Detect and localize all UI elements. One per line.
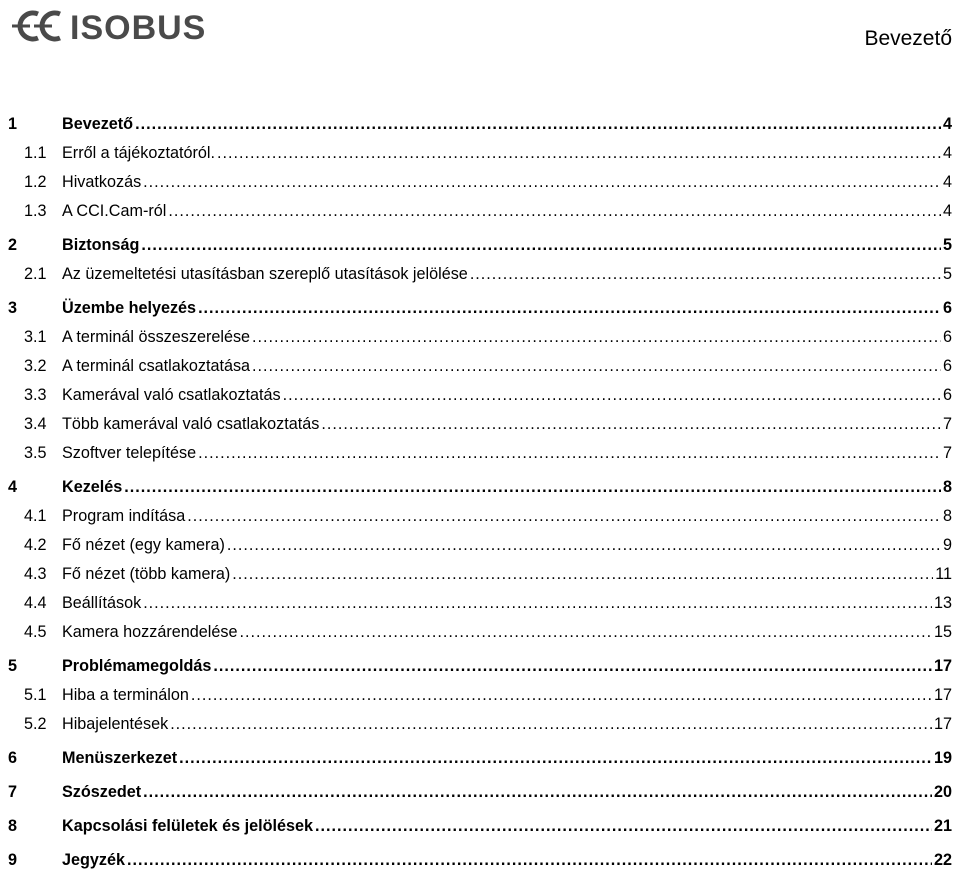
toc-entry-number: 6 bbox=[8, 749, 18, 767]
toc-entry-title: Problémamegoldás bbox=[62, 657, 212, 675]
toc-entry-number: 5.1 bbox=[24, 686, 47, 704]
toc-dot-leader bbox=[191, 686, 932, 705]
toc-entry-number: 8 bbox=[8, 817, 18, 835]
toc-entry-title: Bevezető bbox=[62, 115, 134, 133]
toc-entry[interactable] bbox=[0, 236, 952, 266]
toc-dot-leader bbox=[252, 328, 941, 347]
toc-entry[interactable] bbox=[0, 444, 952, 474]
toc-dot-leader bbox=[283, 386, 941, 405]
toc-entry-number: 4.3 bbox=[24, 565, 47, 583]
toc-entry-page: 6 bbox=[942, 357, 952, 375]
ccisobus-logo-graphic bbox=[12, 6, 217, 46]
toc-dot-leader bbox=[127, 851, 932, 870]
toc-entry[interactable] bbox=[0, 144, 952, 174]
toc-dot-leader bbox=[321, 415, 941, 434]
toc-entry-page: 7 bbox=[942, 415, 952, 433]
toc-entry-number: 4.5 bbox=[24, 623, 47, 641]
ccisobus-logo bbox=[12, 6, 217, 46]
toc-entry[interactable] bbox=[0, 173, 952, 203]
toc-entry-title: Kezelés bbox=[62, 478, 123, 496]
toc-dot-leader bbox=[315, 817, 932, 836]
toc-entry[interactable] bbox=[0, 536, 952, 566]
toc-dot-leader bbox=[179, 749, 932, 768]
toc-entry-number: 4.2 bbox=[24, 536, 47, 554]
toc-entry-title: Fő nézet (több kamera) bbox=[62, 565, 231, 583]
toc-dot-leader bbox=[170, 715, 932, 734]
toc-entry-number: 3 bbox=[8, 299, 18, 317]
toc-dot-leader bbox=[143, 594, 932, 613]
toc-dot-leader bbox=[124, 478, 941, 497]
toc-entry-number: 5.2 bbox=[24, 715, 47, 733]
toc-entry-title: Hivatkozás bbox=[62, 173, 142, 191]
toc-entry[interactable] bbox=[0, 478, 952, 508]
toc-entry[interactable] bbox=[0, 749, 952, 779]
toc-entry-page: 8 bbox=[942, 478, 952, 496]
toc-entry-page: 6 bbox=[942, 328, 952, 346]
toc-entry-number: 2 bbox=[8, 236, 18, 254]
page-title: Bevezető bbox=[864, 27, 952, 50]
toc-entry-number: 1.1 bbox=[24, 144, 47, 162]
toc-dot-leader bbox=[141, 236, 941, 255]
toc-entry[interactable] bbox=[0, 715, 952, 745]
toc-entry[interactable] bbox=[0, 657, 952, 687]
toc-entry-page: 17 bbox=[933, 657, 952, 675]
toc-entry-page: 15 bbox=[933, 623, 952, 641]
toc-entry-title: Program indítása bbox=[62, 507, 186, 525]
toc-entry-page: 20 bbox=[933, 783, 952, 801]
toc-dot-leader bbox=[143, 783, 932, 802]
toc-dot-leader bbox=[470, 265, 941, 284]
toc-entry[interactable] bbox=[0, 415, 952, 445]
toc-entry-title: Szoftver telepítése bbox=[62, 444, 197, 462]
toc-entry-page: 17 bbox=[933, 686, 952, 704]
toc-dot-leader bbox=[239, 623, 932, 642]
toc-entry-page: 7 bbox=[942, 444, 952, 462]
toc-entry-page: 17 bbox=[933, 715, 952, 733]
toc-entry-title: Több kamerával való csatlakoztatás bbox=[62, 415, 320, 433]
toc-entry-number: 3.5 bbox=[24, 444, 47, 462]
toc-dot-leader bbox=[198, 444, 941, 463]
toc-entry-page: 9 bbox=[942, 536, 952, 554]
toc-entry-number: 1.3 bbox=[24, 202, 47, 220]
toc-entry-page: 8 bbox=[942, 507, 952, 525]
toc-entry[interactable] bbox=[0, 357, 952, 387]
toc-dot-leader bbox=[187, 507, 941, 526]
toc-entry-title: Hibajelentések bbox=[62, 715, 169, 733]
toc-entry[interactable] bbox=[0, 686, 952, 716]
toc-entry-number: 5 bbox=[8, 657, 18, 675]
toc-entry[interactable] bbox=[0, 623, 952, 653]
toc-entry-number: 1.2 bbox=[24, 173, 47, 191]
toc-entry-page: 11 bbox=[935, 565, 952, 583]
toc-entry-page: 4 bbox=[942, 202, 952, 220]
toc-dot-leader bbox=[217, 144, 941, 163]
toc-entry-page: 5 bbox=[942, 236, 952, 254]
toc-dot-leader bbox=[143, 173, 941, 192]
toc-dot-leader bbox=[227, 536, 941, 555]
toc-entry[interactable] bbox=[0, 594, 952, 624]
toc-entry[interactable] bbox=[0, 817, 952, 847]
toc-entry-number: 7 bbox=[8, 783, 18, 801]
toc-entry-title: Beállítások bbox=[62, 594, 142, 612]
toc-entry-page: 4 bbox=[942, 115, 952, 133]
toc-entry[interactable] bbox=[0, 565, 952, 595]
toc-entry-page: 19 bbox=[933, 749, 952, 767]
toc-entry-title: A terminál összeszerelése bbox=[62, 328, 251, 346]
toc-entry-title: Az üzemeltetési utasításban szereplő utasítások jelölése bbox=[62, 265, 468, 283]
toc-dot-leader bbox=[135, 115, 941, 134]
toc-dot-leader bbox=[252, 357, 941, 376]
toc-entry-page: 6 bbox=[942, 299, 952, 317]
toc-entry[interactable] bbox=[0, 783, 952, 813]
toc-entry-page: 22 bbox=[933, 851, 952, 869]
logo-wordmark: ISOBUS bbox=[70, 9, 207, 46]
toc-entry-title: Üzembe helyezés bbox=[62, 299, 197, 317]
toc-entry-number: 4.4 bbox=[24, 594, 47, 612]
toc-entry-title: Szószedet bbox=[62, 783, 142, 801]
toc-entry[interactable] bbox=[0, 265, 952, 295]
toc-entry-number: 2.1 bbox=[24, 265, 47, 283]
toc-entry-title: Kamerával való csatlakoztatás bbox=[62, 386, 281, 404]
toc-entry-title: Jegyzék bbox=[62, 851, 125, 869]
toc-entry-number: 3.2 bbox=[24, 357, 47, 375]
toc-entry-title: A terminál csatlakoztatása bbox=[62, 357, 251, 375]
toc-entry-title: Fő nézet (egy kamera) bbox=[62, 536, 225, 554]
toc-entry-title: Biztonság bbox=[62, 236, 140, 254]
toc-dot-leader bbox=[232, 565, 933, 584]
toc-entry-title: A CCI.Cam-ról bbox=[62, 202, 167, 220]
toc-entry-number: 3.1 bbox=[24, 328, 47, 346]
toc-entry-title: Kapcsolási felületek és jelölések bbox=[62, 817, 314, 835]
toc-dot-leader bbox=[198, 299, 941, 318]
toc-entry-title: Kamera hozzárendelése bbox=[62, 623, 238, 641]
toc-entry[interactable] bbox=[0, 115, 952, 145]
toc-entry[interactable] bbox=[0, 386, 952, 416]
toc-entry-title: Hiba a terminálon bbox=[62, 686, 189, 704]
toc-dot-leader bbox=[213, 657, 932, 676]
toc-entry[interactable] bbox=[0, 299, 952, 329]
toc-entry-page: 13 bbox=[933, 594, 952, 612]
toc-entry-number: 3.4 bbox=[24, 415, 47, 433]
toc-entry-page: 4 bbox=[942, 173, 952, 191]
toc-entry[interactable] bbox=[0, 328, 952, 358]
toc-entry-title: Menüszerkezet bbox=[62, 749, 178, 767]
toc-entry-number: 3.3 bbox=[24, 386, 47, 404]
toc-entry-page: 4 bbox=[942, 144, 952, 162]
toc-dot-leader bbox=[168, 202, 941, 221]
toc-entry[interactable] bbox=[0, 507, 952, 537]
toc-entry-page: 21 bbox=[933, 817, 952, 835]
toc-entry[interactable] bbox=[0, 202, 952, 232]
toc-entry-page: 6 bbox=[942, 386, 952, 404]
toc-entry-title: Erről a tájékoztatóról. bbox=[62, 144, 215, 162]
toc-entry-number: 4.1 bbox=[24, 507, 47, 525]
toc-entry-page: 5 bbox=[942, 265, 952, 283]
toc-entry-number: 4 bbox=[8, 478, 18, 496]
toc-entry-number: 9 bbox=[8, 851, 18, 869]
toc-entry-number: 1 bbox=[8, 115, 18, 133]
